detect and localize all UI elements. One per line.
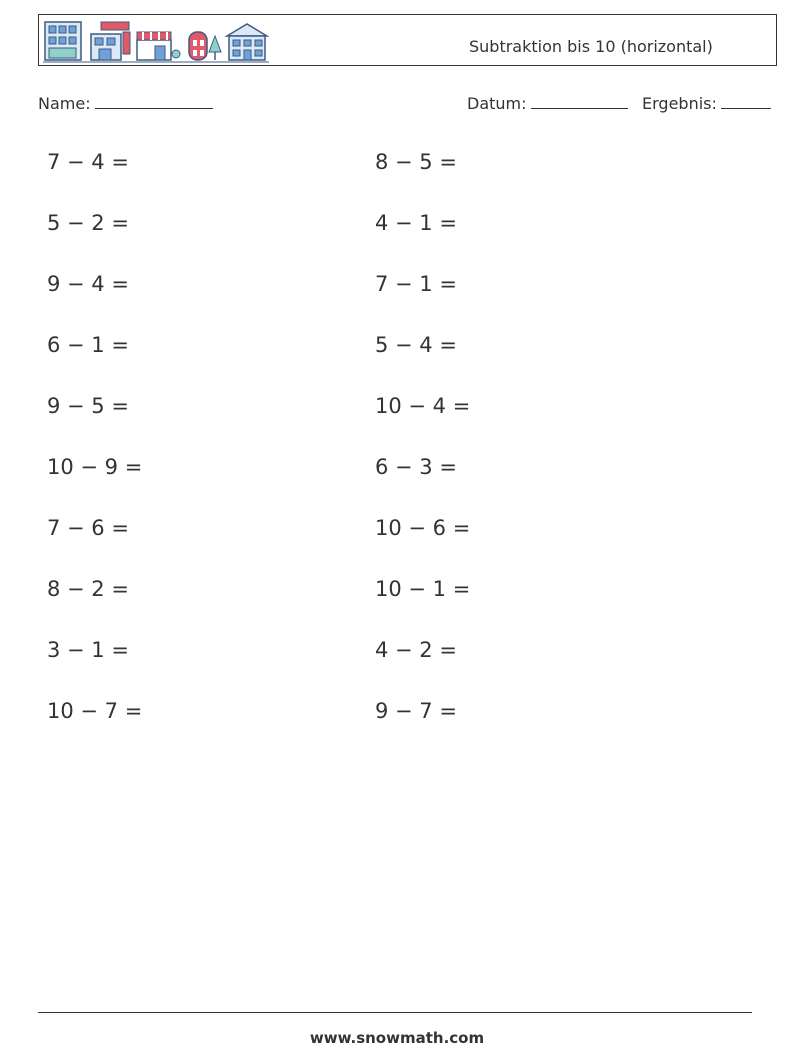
date-field[interactable] (467, 94, 628, 113)
problem-right-9: 4 − 2 = (375, 638, 457, 662)
problem-right-8: 10 − 1 = (375, 577, 471, 601)
problem-left-2: 5 − 2 = (47, 211, 129, 235)
date-label: Datum: (467, 94, 527, 113)
problem-left-10: 10 − 7 = (47, 699, 143, 723)
result-label: Ergebnis: (642, 94, 717, 113)
problem-left-1: 7 − 4 = (47, 150, 129, 174)
problem-right-2: 4 − 1 = (375, 211, 457, 235)
problem-left-3: 9 − 4 = (47, 272, 129, 296)
problem-right-6: 6 − 3 = (375, 455, 457, 479)
name-field[interactable] (38, 94, 213, 113)
name-label: Name: (38, 94, 91, 113)
problem-left-4: 6 − 1 = (47, 333, 129, 357)
problem-left-9: 3 − 1 = (47, 638, 129, 662)
name-blank[interactable] (95, 94, 213, 109)
worksheet-header (38, 14, 777, 66)
worksheet-title: Subtraktion bis 10 (horizontal) (469, 37, 713, 56)
problem-left-6: 10 − 9 = (47, 455, 143, 479)
problem-right-7: 10 − 6 = (375, 516, 471, 540)
problem-right-4: 5 − 4 = (375, 333, 457, 357)
city-buildings-icon (43, 18, 269, 64)
result-blank[interactable] (721, 94, 771, 109)
problem-left-5: 9 − 5 = (47, 394, 129, 418)
problem-right-1: 8 − 5 = (375, 150, 457, 174)
footer-url[interactable]: www.snowmath.com (309, 1029, 485, 1047)
problem-left-8: 8 − 2 = (47, 577, 129, 601)
problem-right-3: 7 − 1 = (375, 272, 457, 296)
footer-divider (38, 1012, 752, 1013)
problem-right-10: 9 − 7 = (375, 699, 457, 723)
date-blank[interactable] (531, 94, 628, 109)
result-field[interactable] (642, 94, 771, 113)
problem-right-5: 10 − 4 = (375, 394, 471, 418)
problem-left-7: 7 − 6 = (47, 516, 129, 540)
